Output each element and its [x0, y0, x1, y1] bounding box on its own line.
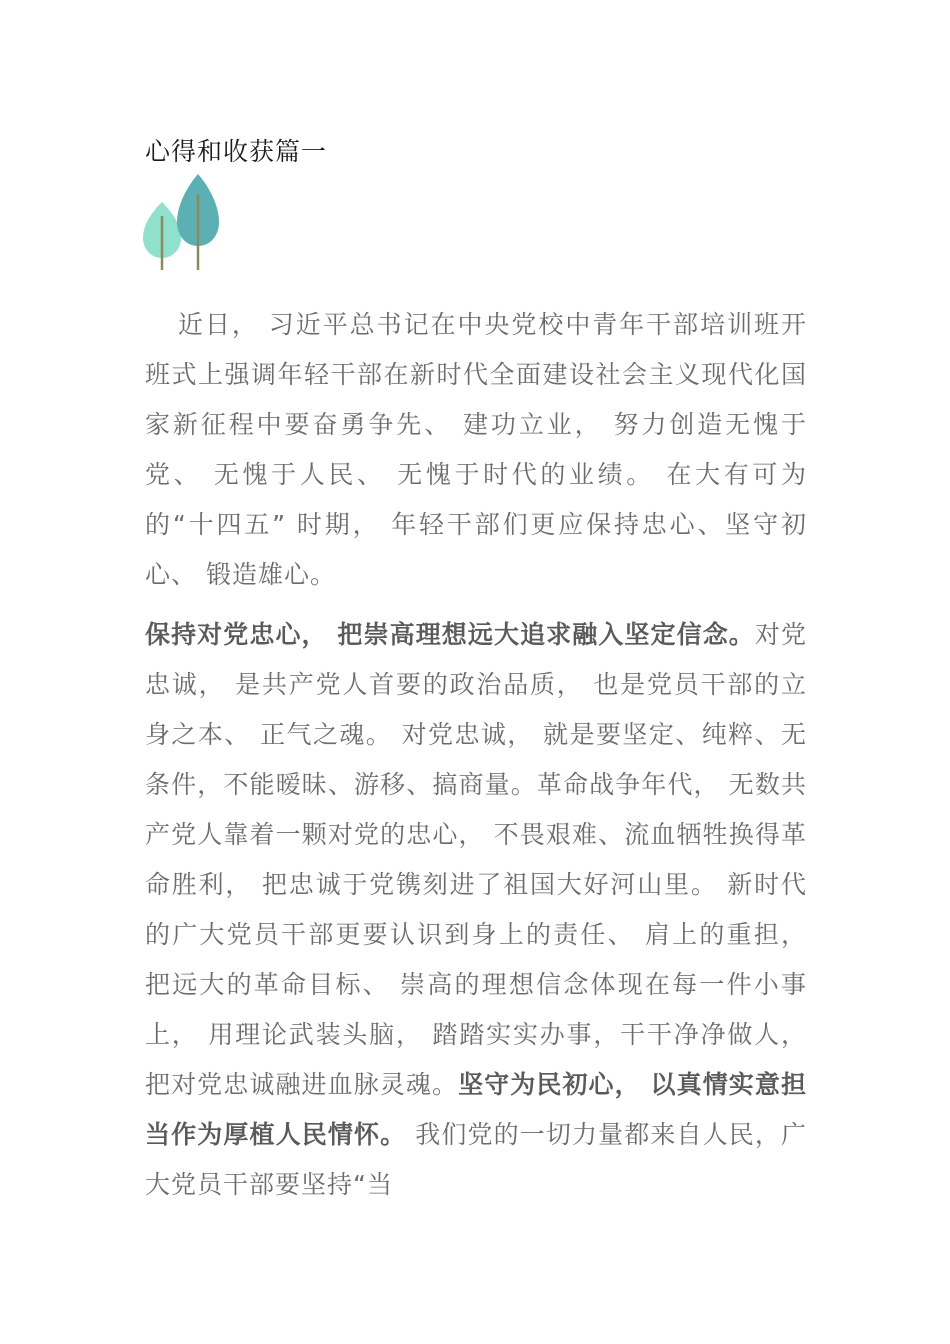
- paragraph-intro: 近日， 习近平总书记在中央党校中青年干部培训班开班式上强调年轻干部在新时代全面建设社会主义现代化国家新征程中要奋勇争先、 建功立业， 努力创造无愧于党、 无愧于人民、 无愧于时代的业绩。 在大有可为的“十四五” 时期， 年轻干部们更应保持忠心、坚守初心、 锻造雄心。: [145, 310, 807, 589]
- paragraph-loyalty: [145, 610, 807, 1210]
- page-title: 心得和收获篇一: [145, 137, 328, 166]
- heading-people: 坚守为民初心， 以真情实意担当作为厚植人民情怀。: [145, 1070, 807, 1149]
- paragraph-loyalty-text: 对党忠诚， 是共产党人首要的政治品质， 也是党员干部的立身之本、 正气之魂。 对党忠诚， 就是要坚定、纯粹、无条件，不能暧昧、游移、搞商量。革命战争年代， 无数共产党人靠着一颗对党的忠心， 不畏艰难、流血牺牲换得革命胜利， 把忠诚于党镌刻进了祖国大好河山里。 新时代的广大党员干部更要认识到身上的责任、 肩上的重担， 把远大的革命目标、 崇高的理想信念体现在每一件小事上， 用理论武装头脑， 踏踏实实办事，干干净净做人，把对党忠诚融进血脉灵魂。: [145, 620, 807, 1099]
- paragraph-people-text: 我们党的一切力量都来自人民，广大党员干部要坚持“当: [145, 1120, 807, 1199]
- tree-icon: [140, 170, 230, 274]
- heading-loyalty: 保持对党忠心， 把崇高理想远大追求融入坚定信念。: [145, 620, 755, 649]
